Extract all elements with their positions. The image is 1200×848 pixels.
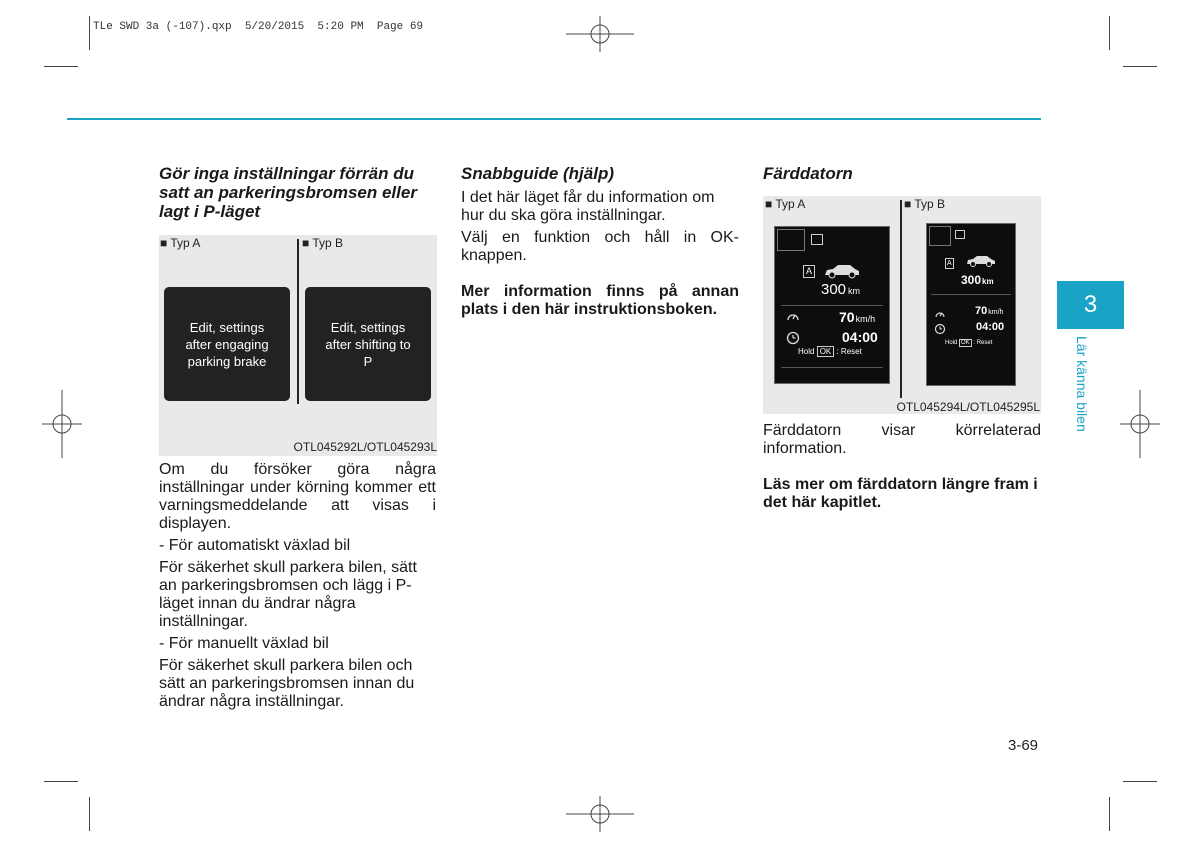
registration-mark-icon bbox=[1120, 390, 1160, 458]
crop-mark bbox=[1109, 16, 1110, 50]
trip-icon bbox=[955, 230, 965, 239]
crop-mark bbox=[44, 781, 78, 782]
menu-icon bbox=[929, 226, 951, 246]
figure-label-typ-a: ■ Typ A bbox=[160, 236, 201, 250]
registration-mark-icon bbox=[42, 390, 82, 458]
gear-indicator: A bbox=[803, 265, 815, 278]
figure-divider bbox=[297, 239, 299, 404]
crop-mark bbox=[89, 16, 90, 50]
list-item: - För automatiskt växlad bil bbox=[159, 537, 351, 554]
section-heading: Snabbguide (hjälp) bbox=[461, 164, 614, 183]
speed-unit: km/h bbox=[855, 314, 876, 324]
column-2 bbox=[461, 164, 739, 319]
range-unit: km bbox=[848, 286, 861, 296]
range-value: 300 bbox=[821, 281, 847, 298]
ok-key-label: OK bbox=[817, 346, 835, 357]
display-separator bbox=[781, 305, 883, 306]
display-separator bbox=[781, 367, 883, 368]
range-unit: km bbox=[982, 277, 994, 286]
speedometer-icon bbox=[786, 310, 800, 322]
warning-screen-a-text: Edit, settings after engaging parking brake bbox=[185, 319, 269, 369]
reset-label: : Reset bbox=[973, 340, 993, 346]
speed-unit: km/h bbox=[988, 309, 1004, 316]
speedometer-icon bbox=[934, 308, 946, 318]
speed-value: 70 bbox=[975, 305, 988, 317]
column-1-body bbox=[159, 461, 436, 711]
note-paragraph: Mer information finns på annan plats i den här instruktionsboken. bbox=[461, 283, 739, 318]
figure-label-typ-b: ■ Typ B bbox=[302, 236, 344, 250]
crop-mark bbox=[44, 66, 78, 67]
figure-trip-computer bbox=[763, 196, 1041, 414]
hold-ok-reset-hint bbox=[945, 339, 992, 347]
warning-screen-a bbox=[164, 287, 290, 401]
time-readout: 04:00 bbox=[842, 329, 878, 345]
ok-key-label: OK bbox=[961, 340, 970, 346]
registration-mark-icon bbox=[566, 14, 634, 54]
figure-label-typ-a: ■ Typ A bbox=[765, 197, 806, 211]
figure-caption: OTL045292L/OTL045293L bbox=[293, 440, 437, 454]
trip-icon bbox=[811, 234, 823, 245]
page-number: 3-69 bbox=[1008, 737, 1039, 754]
time-readout: 04:00 bbox=[976, 321, 1005, 333]
paragraph: För säkerhet skull parkera bilen, sätt an parkeringsbromsen och lägg i P-läget innan du ändrar några inställningar. bbox=[159, 559, 417, 630]
trip-display-a bbox=[774, 226, 890, 384]
print-slug: TLe SWD 3a (-107).qxp 5/20/2015 5:20 PM Page 69 bbox=[93, 21, 424, 33]
trip-display-b bbox=[926, 223, 1016, 386]
hold-label: Hold bbox=[945, 340, 958, 346]
range-readout bbox=[961, 273, 994, 289]
list-item: - För manuellt växlad bil bbox=[159, 635, 329, 652]
display-separator bbox=[931, 294, 1011, 295]
paragraph: Färddatorn visar körrelaterad information. bbox=[763, 422, 1041, 457]
hold-label: Hold bbox=[798, 347, 815, 356]
speed-readout bbox=[975, 305, 1003, 319]
range-readout bbox=[821, 281, 860, 300]
menu-icon bbox=[777, 229, 805, 251]
note-paragraph: Läs mer om färddatorn längre fram i det här kapitlet. bbox=[763, 476, 1038, 511]
paragraph: Välj en funktion och håll in OK-knappen. bbox=[461, 229, 739, 264]
speed-value: 70 bbox=[839, 309, 855, 325]
hold-ok-reset-hint bbox=[798, 347, 862, 357]
warning-screen-b bbox=[305, 287, 431, 401]
reset-label: : Reset bbox=[836, 347, 862, 356]
paragraph: För säkerhet skull parkera bilen och sätt an parkeringsbromsen innan du ändrar några inställningar. bbox=[159, 657, 415, 710]
header-rule bbox=[67, 118, 1041, 120]
column-3 bbox=[763, 164, 1041, 183]
paragraph: I det här läget får du information om hur du ska göra inställningar. bbox=[461, 189, 715, 224]
car-icon bbox=[823, 263, 861, 279]
gear-indicator: A bbox=[947, 260, 952, 267]
crop-mark bbox=[1109, 797, 1110, 831]
column-1 bbox=[159, 164, 436, 221]
registration-mark-icon bbox=[566, 794, 634, 834]
figure-warning-screens bbox=[159, 235, 437, 456]
chapter-number: 3 bbox=[1083, 291, 1098, 318]
clock-icon bbox=[786, 331, 800, 345]
crop-mark bbox=[1123, 66, 1157, 67]
chapter-title: Lär känna bilen bbox=[1074, 336, 1090, 432]
paragraph: Om du försöker göra några inställningar under körning kommer ett varningsmeddelande att visas i displayen. bbox=[159, 461, 436, 532]
warning-screen-b-text: Edit, settings after shifting to P bbox=[325, 319, 411, 369]
column-3-body bbox=[763, 422, 1041, 512]
speed-readout bbox=[839, 309, 875, 327]
figure-caption: OTL045294L/OTL045295L bbox=[896, 400, 1040, 414]
figure-divider bbox=[900, 200, 902, 398]
car-icon bbox=[965, 254, 997, 268]
clock-icon bbox=[934, 323, 946, 335]
crop-mark bbox=[1123, 781, 1157, 782]
range-value: 300 bbox=[961, 273, 982, 287]
section-heading: Färddatorn bbox=[763, 164, 853, 183]
figure-label-typ-b: ■ Typ B bbox=[904, 197, 946, 211]
chapter-tab bbox=[1057, 281, 1124, 329]
section-heading: Gör inga inställningar förrän du satt an parkeringsbromsen eller lagt i P-läget bbox=[159, 164, 417, 221]
crop-mark bbox=[89, 797, 90, 831]
